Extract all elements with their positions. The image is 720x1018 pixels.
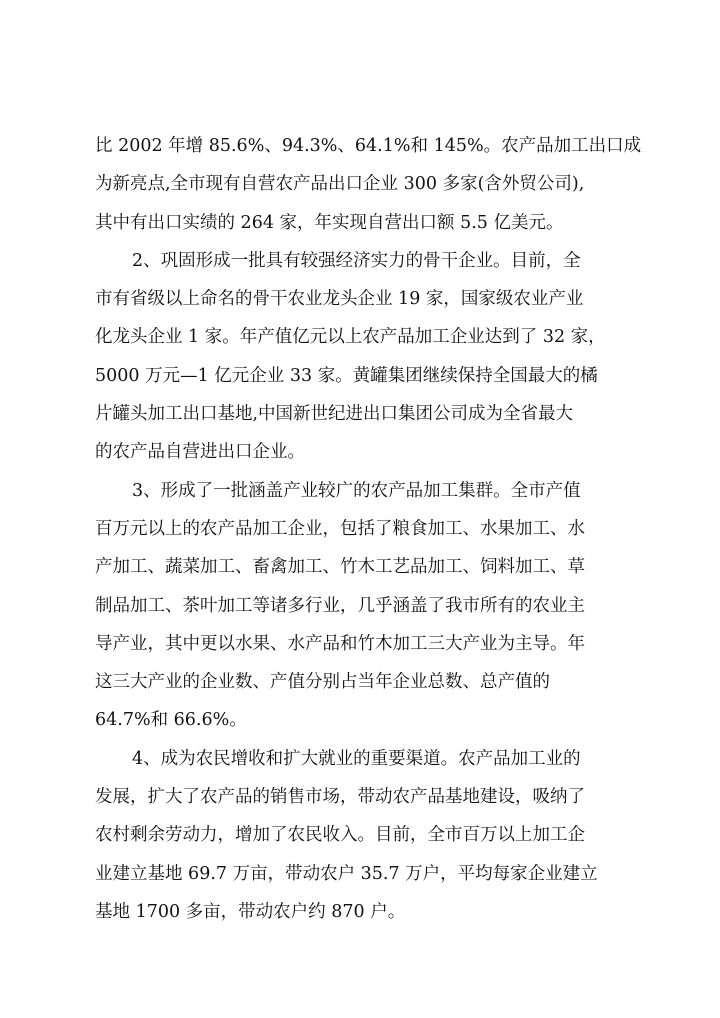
- text-line: 业建立基地 69.7 万亩，带动农户 35.7 万户，平均每家企业建立: [95, 863, 598, 884]
- text-line: 为新亮点,全市现有自营农产品出口企业 300 多家(含外贸公司),: [95, 174, 585, 195]
- text-line: 3、形成了一批涵盖产业较广的农产品加工集群。全市产值: [132, 480, 581, 501]
- text-line: 制品加工、茶叶加工等诸多行业，几乎涵盖了我市所有的农业主: [95, 595, 585, 616]
- text-line: 比 2002 年增 85.6%、94.3%、64.1%和 145%。农产品加工出口成: [95, 136, 642, 156]
- text-line: 化龙头企业 1 家。年产值亿元以上农产品加工企业达到了 32 家，: [95, 327, 606, 348]
- text-line: 其中有出口实绩的 264 家，年实现自营出口额 5.5 亿美元。: [95, 212, 564, 233]
- text-line: 这三大产业的企业数、产值分别占当年企业总数、总产值的: [95, 672, 550, 693]
- paragraph-3: [95, 476, 635, 744]
- text-line: 基地 1700 多亩，带动农户约 870 户。: [95, 901, 406, 922]
- text-line: 5000 万元—1 亿元企业 33 家。黄罐集团继续保持全国最大的橘: [95, 365, 598, 386]
- text-line: 发展，扩大了农产品的销售市场，带动农产品基地建设，吸纳了: [95, 787, 585, 808]
- text-line: 农村剩余劳动力，增加了农民收入。目前，全市百万以上加工企: [95, 825, 585, 846]
- text-line: 市有省级以上命名的骨干农业龙头企业 19 家，国家级农业产业: [95, 289, 584, 310]
- text-line: 64.7%和 66.6%。: [95, 710, 247, 731]
- text-line: 片罐头加工出口基地,中国新世纪进出口集团公司成为全省最大: [95, 404, 574, 425]
- text-line: 的农产品自营进出口企业。: [95, 442, 305, 463]
- text-line: 4、成为农民增收和扩大就业的重要渠道。农产品加工业的: [132, 748, 581, 769]
- paragraph-4: [95, 744, 635, 935]
- text-line: 产加工、蔬菜加工、畜禽加工、竹木工艺品加工、饲料加工、草: [95, 557, 585, 578]
- text-line: 百万元以上的农产品加工企业，包括了粮食加工、水果加工、水: [95, 518, 585, 539]
- text-line: 导产业，其中更以水果、水产品和竹木加工三大产业为主导。年: [95, 633, 585, 654]
- document-body: [95, 131, 642, 935]
- paragraph-2: [95, 246, 635, 476]
- paragraph-1: [95, 131, 642, 246]
- text-line: 2、巩固形成一批具有较强经济实力的骨干企业。目前，全: [132, 250, 581, 271]
